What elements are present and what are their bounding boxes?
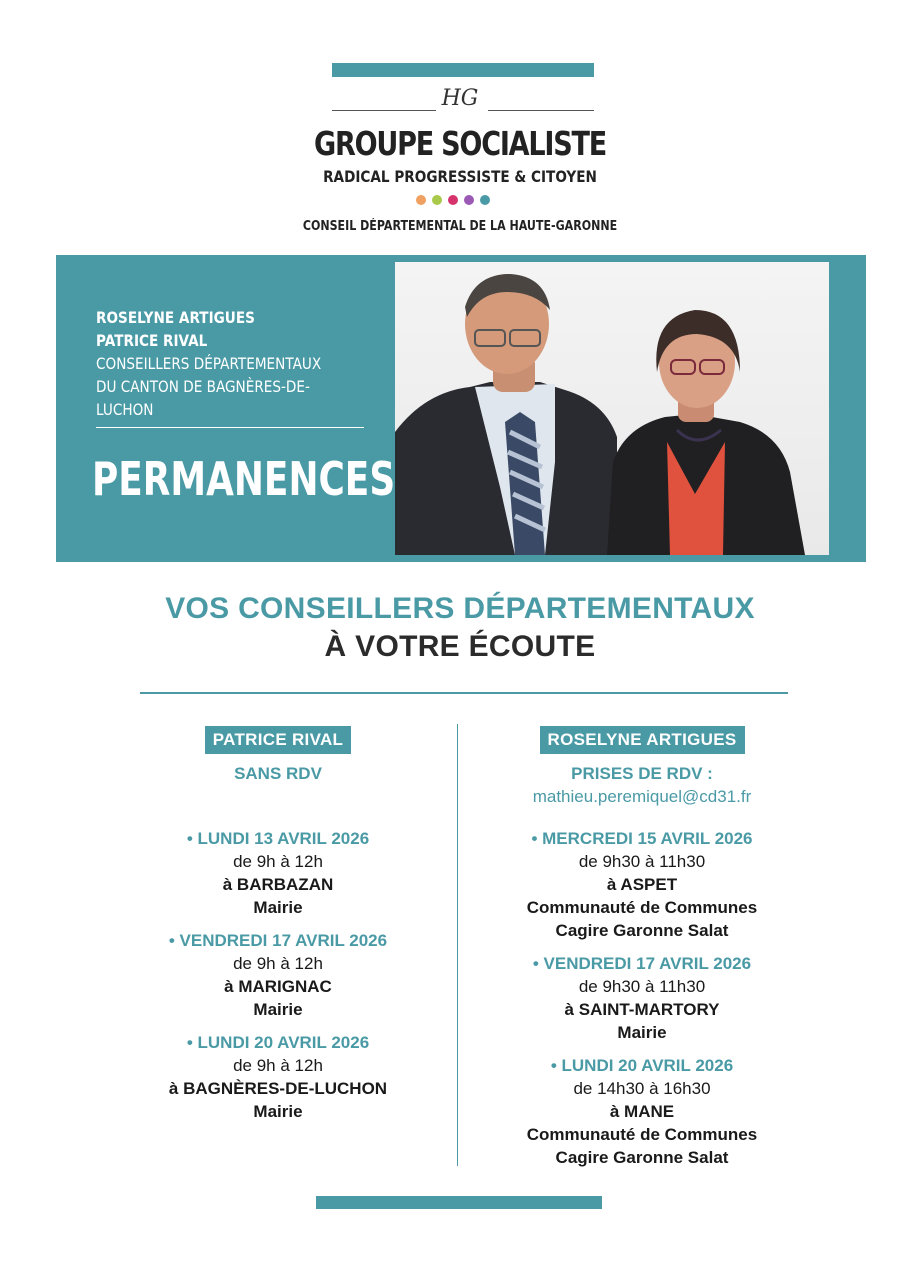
contact-email-link[interactable]: mathieu.peremiquel@cd31.fr [532,787,752,806]
slot-time: de 9h30 à 11h30 [578,852,706,871]
slot-place: à ASPET [606,875,678,894]
slot-place: à SAINT-MARTORY [564,1000,720,1019]
left-slot [118,827,438,919]
slot-date: • LUNDI 20 AVRIL 2026 [550,1056,734,1075]
slot-date: • LUNDI 13 AVRIL 2026 [186,829,370,848]
slot-time: de 9h à 12h [233,954,323,973]
council-name: CONSEIL DÉPARTEMENTAL DE LA HAUTE-GARONNE [302,219,618,234]
right-name-box: ROSELYNE ARTIGUES [540,726,745,754]
logo-rule-left [332,110,436,111]
headline-line-1: VOS CONSEILLERS DÉPARTEMENTAUX [165,592,755,625]
slot-date: • VENDREDI 17 AVRIL 2026 [168,931,388,950]
slot-time: de 9h30 à 11h30 [578,977,706,996]
slot-venue: Mairie [253,1102,303,1121]
slot-venue: Mairie [253,898,303,917]
banner-name-2: PATRICE RIVAL [96,331,208,350]
slot-place: à BARBAZAN [222,875,334,894]
left-slot [118,1031,438,1123]
slot-date: • LUNDI 20 AVRIL 2026 [186,1033,370,1052]
dot-teal [480,195,490,205]
slot-place: à MANE [609,1102,675,1121]
banner-name-1: ROSELYNE ARTIGUES [96,308,255,327]
councillors-photo [395,262,829,555]
logo-rule-right [488,110,594,111]
slot-time: de 9h à 12h [233,1056,323,1075]
banner-role-1: CONSEILLERS DÉPARTEMENTAUX [96,354,322,373]
slot-time: de 9h à 12h [233,852,323,871]
right-slot [482,952,802,1044]
slot-place: à MARIGNAC [224,977,332,996]
slot-place: à BAGNÈRES-DE-LUCHON [168,1079,388,1098]
slot-venue: Communauté de Communes [526,898,758,917]
dot-orange [416,195,426,205]
slot-venue: Mairie [253,1000,303,1019]
color-dots [416,195,506,207]
left-name-box: PATRICE RIVAL [205,726,351,754]
dot-green [432,195,442,205]
slot-date: • MERCREDI 15 AVRIL 2026 [531,829,753,848]
logo-mark: HG [441,86,479,111]
slot-date: • VENDREDI 17 AVRIL 2026 [532,954,752,973]
banner-rule [96,427,364,428]
right-slot [482,1054,802,1169]
org-name: GROUPE SOCIALISTE [314,124,606,163]
banner-role-2: DU CANTON DE BAGNÈRES-DE-LUCHON [96,377,310,419]
right-column [482,726,802,1179]
banner-title: PERMANENCES [92,452,396,506]
right-note: PRISES DE RDV : [571,764,713,783]
headline-rule [140,692,788,694]
top-accent-bar [332,63,594,77]
banner-names [96,306,351,421]
slot-venue-2: Cagire Garonne Salat [555,1148,729,1167]
headline-line-2: À VOTRE ÉCOUTE [324,630,596,663]
right-slot [482,827,802,942]
slot-venue: Communauté de Communes [526,1125,758,1144]
left-note: SANS RDV [234,764,322,783]
left-column [118,726,438,1133]
bottom-accent-bar [316,1196,602,1209]
dot-pink [448,195,458,205]
councillors-photo-illustration [395,262,829,555]
left-slot [118,929,438,1021]
slot-venue-2: Cagire Garonne Salat [555,921,729,940]
slot-time: de 14h30 à 16h30 [573,1079,711,1098]
dot-purple [464,195,474,205]
org-subtitle: RADICAL PROGRESSISTE & CITOYEN [323,167,597,186]
column-divider [457,724,458,1166]
slot-venue: Mairie [617,1023,667,1042]
